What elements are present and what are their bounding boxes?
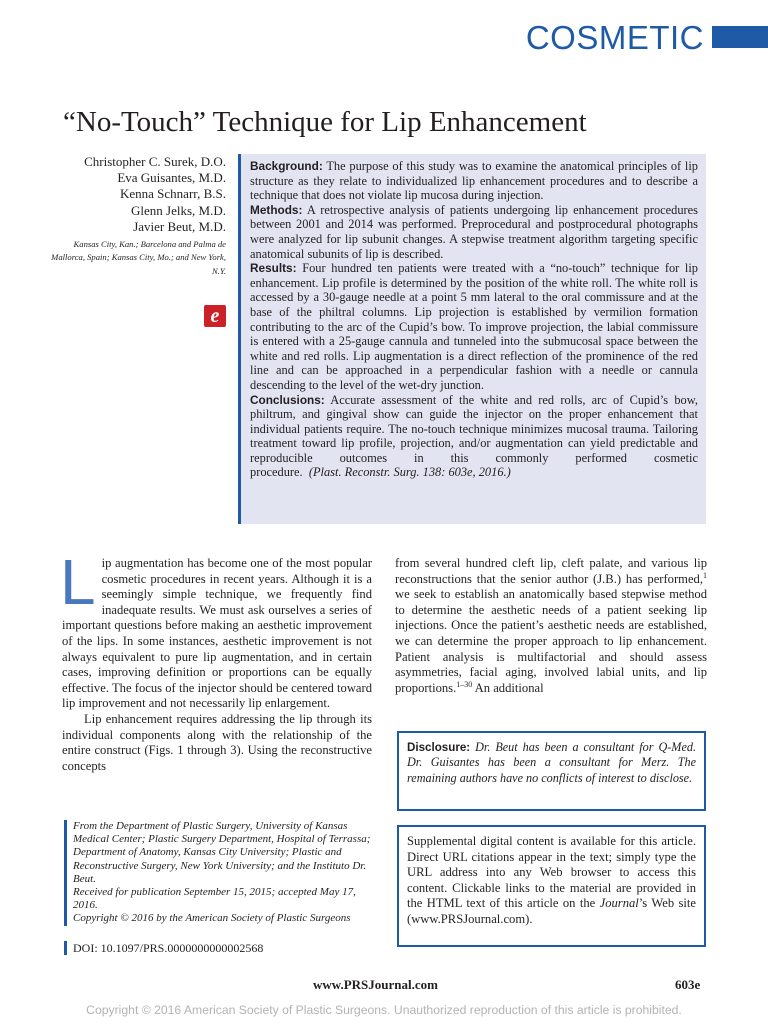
- body-text: we seek to establish an anatomically based stepwise method to determine the aesthetic needs of a patient seeking lip injections. Once the patient’s aesthetic needs are established, we can determine the proper approach to lip enhancement. Patient analysis is multifactorial and should assess asymmetries, facial aging, involved labial units, and lip proportions.: [395, 587, 707, 695]
- body-column-right: [395, 556, 707, 696]
- abstract-text: Accurate assessment of the white and red rolls, arc of Cupid’s bow, philtrum, and gingival show can guide the injector on the proper enhancement that individual patients require. The no-touch technique minimizes mucosal trauma. Tailoring treatment toward lip profile, projection, and/or augmentation can yield predictable and reproducible outcomes in this commonly performed cosmetic procedure.: [250, 392, 698, 480]
- abstract-text: Four hundred ten patients were treated with a “no-touch” technique for lip enhancement. Lip profile is determined by the position of the white roll. The white roll is accessed by a 30-gauge needle at a point 5 mm lateral to the oral commissure and at the base of the philtral columns. Lip projection is established by vermilion formation contributing to the arc of the Cupid’s bow. To improve projection, the labial commissure is entered with a 25-gauge cannula and tunneled into the submucosal space between the white and red rolls. Lip augmentation is a direct reflection of the prominence of the red line and can be approached in a perpendicular fashion with a needle or cannula descending to the level of the wet-dry junction.: [250, 261, 698, 392]
- body-paragraph: Lip enhancement requires addressing the lip through its individual components along with the relationship of the entire construct (Figs. 1 through 3). Using the reconstructive concepts: [62, 711, 372, 773]
- abstract-results: [250, 261, 698, 392]
- author-name: Christopher C. Surek, D.O.: [84, 154, 226, 169]
- abstract-heading: Background:: [250, 159, 323, 173]
- footnote: [64, 820, 374, 926]
- citation: (Plast. Reconstr. Surg. 138: 603e, 2016.): [308, 465, 511, 480]
- body-paragraph: [60, 546, 372, 712]
- section-label: COSMETIC: [525, 19, 704, 56]
- abstract-background: [250, 159, 698, 203]
- footnote-department: From the Department of Plastic Surgery, University of Kansas Medical Center; Plastic Surgery Department, Hospital of Terrassa; Department of Anatomy, Kansas City University; Plastic and Reconstructive Surgery, New York University; and the Instituto Dr. Beut.: [73, 820, 371, 885]
- body-column-left: [60, 546, 372, 774]
- abstract-text: A retrospective analysis of patients undergoing lip enhancement procedures between 2001 and 2014 was performed. Preprocedural and postprocedural photographs were analyzed for lip subunit changes. A stepwise treatment algorithm targeting specific anatomical subunits of lip is described.: [250, 202, 698, 261]
- reference-superscript[interactable]: 1: [703, 570, 707, 580]
- body-text: ip augmentation has become one of the most popular cosmetic procedures in recent years. Although it is a seemingly simple technique, we frequently find inadequate results. We must ask ourselves a series of important questions before making an aesthetic improvement of the lips. In some instances, aesthetic improvement is not always equivalent to pure lip augmentation, and in certain cases, improving definition or proportions can be equally effective. The focus of the injector should be centered toward lip improvement and not necessarily lip enlargement.: [62, 556, 372, 711]
- body-paragraph: [395, 556, 707, 696]
- author-affiliation: Kansas City, Kan.; Barcelona and Palma de Mallorca, Spain; Kansas City, Mo.; and New York, N.Y.: [51, 239, 226, 276]
- footnote-received: Received for publication September 15, 2015; accepted May 17, 2016.: [73, 886, 356, 912]
- footnote-copyright: Copyright © 2016 by the American Society of Plastic Surgeons: [73, 912, 351, 925]
- supplemental-box: [397, 825, 706, 947]
- abstract-heading: Results:: [250, 261, 297, 276]
- abstract-heading: Methods:: [250, 202, 303, 217]
- copyright-notice: Copyright © 2016 American Society of Plastic Surgeons. Unauthorized reproduction of this article is prohibited.: [86, 1003, 682, 1017]
- author-name: Kenna Schnarr, B.S.: [120, 186, 226, 202]
- disclosure-label: Disclosure:: [407, 741, 471, 754]
- disclosure-box: [397, 731, 706, 811]
- section-bar: [712, 26, 768, 48]
- article-title: “No-Touch” Technique for Lip Enhancement: [63, 106, 587, 138]
- body-text: from several hundred cleft lip, cleft palate, and various lip reconstructions that the senior author (J.B.) has performed,: [395, 556, 707, 586]
- supplemental-text[interactable]: ’s Web site (www.PRSJournal.com).: [407, 896, 696, 926]
- author-list: [40, 154, 226, 235]
- abstract-methods: [250, 203, 698, 261]
- doi[interactable]: DOI: 10.1097/PRS.0000000000002568: [64, 941, 263, 955]
- supplemental-text: Supplemental digital content is available for this article. Direct URL citations appear in the text; simply type the URL address into any Web browser to access this content. Clickable links to the material are provided in the HTML text of this article on the: [407, 834, 696, 911]
- abstract-box: [238, 154, 706, 524]
- author-name: Glenn Jelks, M.D.: [131, 202, 226, 218]
- footer-url[interactable]: www.PRSJournal.com: [313, 977, 438, 992]
- abstract-text: The purpose of this study was to examine the anatomical principles of lip structure as they relate to individualized lip enhancement procedures and to describe a technique that does not violate lip mucosa during injection.: [250, 159, 699, 203]
- author-name: Javier Beut, M.D.: [133, 218, 226, 234]
- page-number: 603e: [675, 977, 701, 992]
- disclosure-text: Dr. Beut has been a consultant for Q-Med. Dr. Guisantes has been a consultant for Merz. The remaining authors have no conflicts of interest to disclose.: [407, 740, 697, 785]
- abstract-heading: Conclusions:: [250, 392, 325, 407]
- online-content-icon[interactable]: e: [204, 305, 226, 327]
- author-name: Eva Guisantes, M.D.: [117, 170, 226, 186]
- journal-name: Journal: [599, 896, 639, 911]
- drop-cap: L: [60, 546, 96, 618]
- body-text: An additional: [472, 680, 544, 695]
- reference-superscript[interactable]: 1–30: [456, 679, 473, 689]
- abstract-conclusions: [250, 393, 698, 481]
